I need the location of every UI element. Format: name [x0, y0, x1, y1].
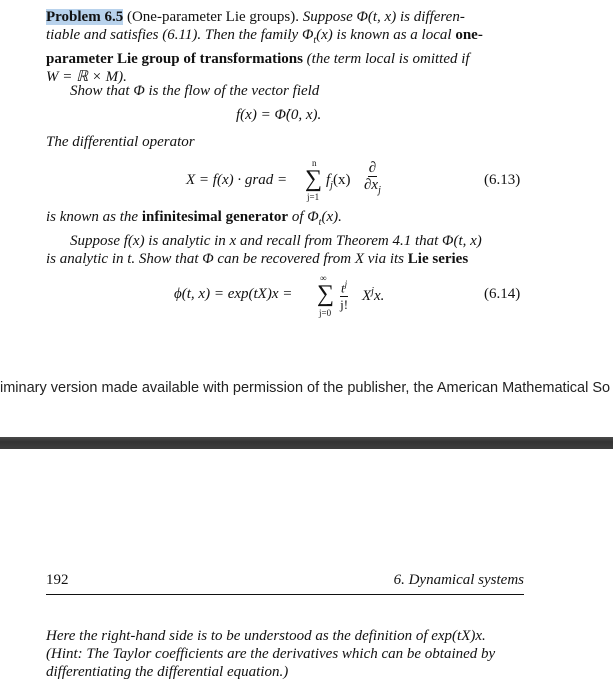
- eq614-sum-sign: ∑: [317, 281, 335, 307]
- eq613-term: $f_j(x)$: [326, 172, 351, 191]
- continuation-paragraph: [46, 627, 524, 681]
- continuation-line-3: differentiating the differential equation.): [46, 664, 289, 680]
- problem-line-1-tail: Suppose Φ(t, x) is differen-: [302, 9, 465, 25]
- problem-line-1: [46, 8, 524, 26]
- infinitesimal-generator-term: infinitesimal generator: [141, 209, 289, 225]
- analytic-paragraph: [46, 232, 524, 268]
- equation-6-13: [186, 158, 406, 206]
- chapter-title: 6. Dynamical systems: [393, 572, 524, 588]
- equation-number-6-13: (6.13): [484, 172, 521, 188]
- infinitesimal-generator-text: is known as the infinitesimal generator of $\Phi_t(x)$.: [46, 209, 342, 228]
- eq614-fraction: $\frac{t^j}{j!}$: [340, 276, 348, 313]
- eq613-sum-sign: ∑: [305, 166, 323, 192]
- problem-line-2: tiable and satisfies (6.11). Then the family $\Phi_t(x)$ is known as a local one-: [46, 27, 483, 46]
- equation-flow: f(x) = Φ̇(0, x).: [236, 107, 322, 123]
- continuation-line-2: (Hint: The Taylor coefficients are the derivatives which can be obtained by: [46, 646, 496, 662]
- page-header: [46, 572, 524, 589]
- problem-line-4: W = ℝ × M).: [46, 69, 127, 85]
- eq613-fraction: ∂ $\partial x_j$: [364, 160, 381, 196]
- eq613-sum-upper: n: [312, 158, 317, 168]
- lie-series-term: Lie series: [407, 251, 469, 267]
- analytic-line-2: is analytic in t. Show that Φ can be recovered from X via its Lie series: [46, 251, 469, 267]
- eq614-rest: $X^jx$.: [362, 286, 385, 304]
- header-rule: [46, 594, 524, 595]
- eq613-lhs: X = f(x) · grad =: [186, 172, 288, 188]
- eq613-sum-lower: j=1: [307, 192, 320, 202]
- equation-number-6-14: (6.14): [484, 286, 521, 302]
- continuation-line-1: Here the right-hand side is to be understood as the definition of exp(tX)x.: [46, 628, 486, 644]
- eq614-sum-lower: j=0: [319, 308, 332, 318]
- problem-label[interactable]: Problem 6.5: [46, 9, 124, 25]
- one-term: one-: [455, 27, 483, 43]
- page-number: 192: [46, 572, 69, 588]
- permission-notice: iminary version made available with permission of the publisher, the American Mathematical So: [0, 380, 611, 396]
- equation-6-14: [174, 275, 414, 323]
- problem-statement: [46, 8, 524, 86]
- problem-title: (One-parameter Lie groups).: [126, 9, 299, 25]
- eq614-sum-upper: ∞: [320, 273, 327, 283]
- eq614-lhs: ϕ(t, x) = exp(tX)x =: [174, 286, 293, 302]
- problem-line-3: parameter Lie group of transformations (the term local is omitted if: [46, 51, 470, 67]
- show-flow-text: Show that Φ is the flow of the vector field: [70, 83, 320, 99]
- lie-group-term: parameter Lie group of transformations: [46, 51, 303, 67]
- page-separator: [0, 437, 613, 449]
- diff-operator-text: The differential operator: [46, 134, 195, 150]
- analytic-line-1: Suppose f(x) is analytic in x and recall from Theorem 4.1 that Φ(t, x): [70, 233, 482, 249]
